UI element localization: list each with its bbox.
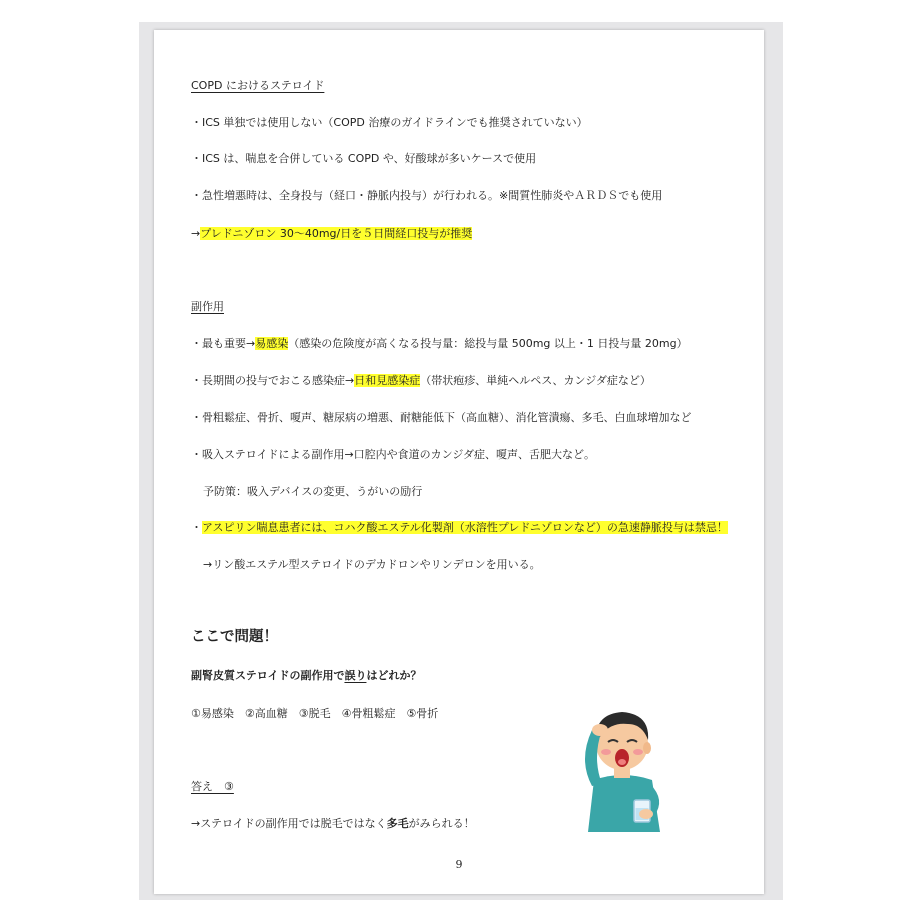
text: はどれか？: [366, 669, 422, 682]
side-effect-line-7: →リン酸エステル型ステロイドのデカドロンやリンデロンを用いる。: [203, 558, 541, 571]
arrow-prefix: →: [191, 227, 201, 240]
quiz-question: [191, 668, 421, 684]
text: →ステロイドの副作用では脱毛ではなく: [191, 817, 387, 830]
side-effect-line-2: [191, 373, 651, 389]
text: ・長期間の投与でおこる感染症→: [191, 374, 355, 387]
document-page: [154, 30, 764, 894]
text: ・: [191, 521, 202, 534]
side-effect-line-5: 予防策：吸入デバイスの変更、うがいの励行: [203, 485, 423, 498]
copd-line-1: ・ICS 単独では使用しない（COPD 治療のガイドラインでも推奨されていない）: [191, 116, 588, 129]
highlight-opportunistic: 日和見感染症: [354, 374, 421, 387]
quiz-choices: ①易感染 ②高血糖 ③脱毛 ④骨粗鬆症 ⑤骨折: [191, 707, 439, 720]
quiz-answer-label: 答え ③: [191, 780, 234, 793]
quiz-heading: ここで問題！: [191, 629, 278, 645]
section-title-copd: COPD におけるステロイド: [191, 79, 325, 92]
side-effect-line-1: [191, 336, 688, 352]
highlight-aspirin-warning: アスピリン喘息患者には、コハク酸エステル化製剤（水溶性プレドニゾロンなど）の急速静脈投与は禁忌！: [202, 521, 728, 534]
text: がみられる！: [408, 817, 475, 830]
sick-boy-illustration: [572, 700, 672, 836]
text: 多毛: [386, 817, 409, 830]
side-effect-line-3: ・骨粗鬆症、骨折、嗄声、糖尿病の増悪、耐糖能低下（高血糖）、消化管潰瘍、多毛、白血球増加など: [191, 411, 692, 424]
copd-line-4: [191, 226, 472, 242]
side-effect-line-4: ・吸入ステロイドによる副作用→口腔内や食道のカンジダ症、嗄声、舌肥大など。: [191, 448, 595, 461]
copd-line-3: ・急性増悪時は、全身投与（経口・静脈内投与）が行われる。※間質性肺炎やＡＲＤＳでも使用: [191, 189, 663, 202]
highlight-infection: 易感染: [255, 337, 289, 350]
text: ・最も重要→: [191, 337, 256, 350]
text: 誤り: [344, 669, 367, 682]
text: （帯状疱疹、単純ヘルペス、カンジダ症など）: [420, 374, 651, 387]
side-effect-line-6: [191, 520, 728, 536]
highlight-prednisolone: プレドニゾロン 30～40mg/日を５日間経口投与が推奨: [200, 227, 473, 240]
text: 副腎皮質ステロイドの副作用で: [191, 669, 345, 682]
quiz-explanation: [191, 816, 475, 832]
text: （感染の危険度が高くなる投与量：総投与量 500mg 以上・1 日投与量 20mg）: [288, 337, 688, 350]
page-number: 9: [455, 858, 463, 871]
section-title-side-effects: 副作用: [191, 300, 224, 313]
copd-line-2: ・ICS は、喘息を合併している COPD や、好酸球が多いケースで使用: [191, 152, 537, 165]
